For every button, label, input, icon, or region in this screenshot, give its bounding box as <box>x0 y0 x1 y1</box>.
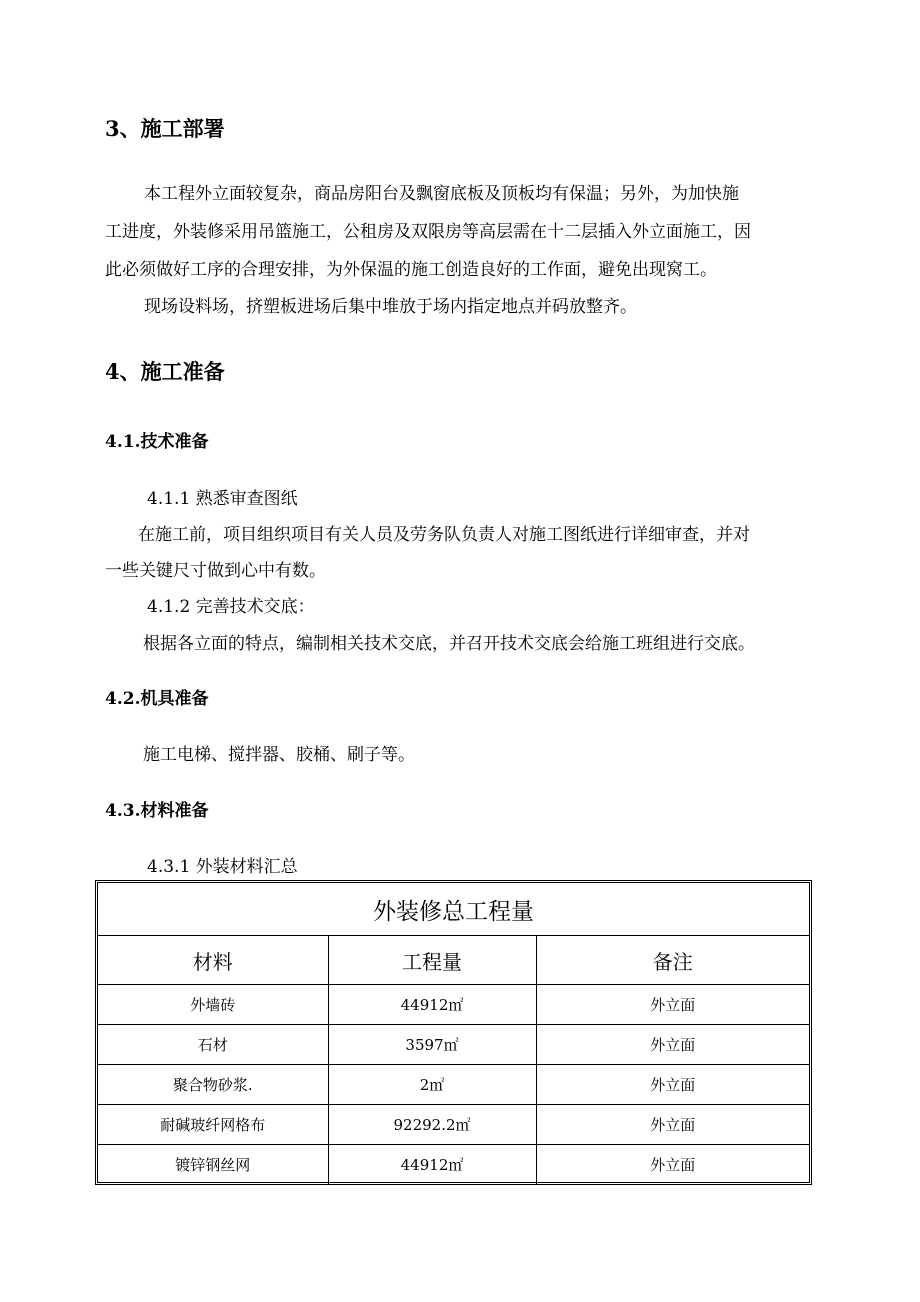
table-row <box>98 1065 809 1105</box>
table-cell-material: 聚合物砂浆. <box>98 1065 328 1105</box>
section-4-1-1-title: 4.1.1 熟悉审查图纸 <box>147 489 298 509</box>
section-4-2-heading: 4.2.机具准备 <box>105 689 209 709</box>
section-3-paragraph-line: 工进度，外装修采用吊篮施工，公租房及双限房等高层需在十二层插入外立面施工，因 <box>105 222 751 242</box>
table-cell-remark: 外立面 <box>536 1025 809 1065</box>
table-cell-quantity: 44912㎡ <box>328 1145 536 1185</box>
materials-table <box>95 880 812 1185</box>
table-cell-remark: 外立面 <box>536 985 809 1025</box>
section-4-1-2-title: 4.1.2 完善技术交底： <box>147 597 315 617</box>
table-row <box>98 1025 809 1065</box>
section-4-1-heading: 4.1.技术准备 <box>105 432 209 452</box>
table-row <box>98 985 809 1025</box>
table-cell-remark: 外立面 <box>536 1065 809 1105</box>
table-cell-remark: 外立面 <box>536 1105 809 1145</box>
table-cell-quantity: 44912㎡ <box>328 985 536 1025</box>
table-header-quantity: 工程量 <box>328 936 536 985</box>
section-3-heading: 3、施工部署 <box>105 116 225 141</box>
section-3-paragraph-line: 本工程外立面较复杂，商品房阳台及飘窗底板及顶板均有保温；另外，为加快施 <box>144 184 739 204</box>
table-cell-material: 外墙砖 <box>98 985 328 1025</box>
table-title: 外装修总工程量 <box>98 883 809 936</box>
section-4-1-2-text: 根据各立面的特点，编制相关技术交底，并召开技术交底会给施工班组进行交底。 <box>143 634 755 654</box>
section-4-1-1-text-line: 在施工前，项目组织项目有关人员及劳务队负责人对施工图纸进行详细审查，并对 <box>138 525 750 545</box>
table-row <box>98 1105 809 1145</box>
table-cell-quantity: 92292.2㎡ <box>328 1105 536 1145</box>
section-4-2-text: 施工电梯、搅拌器、胶桶、刷子等。 <box>143 745 415 765</box>
section-4-heading: 4、施工准备 <box>105 359 225 384</box>
table-row <box>98 1145 809 1185</box>
section-4-3-heading: 4.3.材料准备 <box>105 801 209 821</box>
table-header-material: 材料 <box>98 936 328 985</box>
table-cell-quantity: 3597㎡ <box>328 1025 536 1065</box>
table-cell-remark: 外立面 <box>536 1145 809 1185</box>
table-cell-material: 耐碱玻纤网格布 <box>98 1105 328 1145</box>
table-cell-material: 镀锌钢丝网 <box>98 1145 328 1185</box>
section-4-1-1-text-line: 一些关键尺寸做到心中有数。 <box>105 561 326 581</box>
section-3-paragraph-line: 此必须做好工序的合理安排，为外保温的施工创造良好的工作面，避免出现窝工。 <box>105 260 717 280</box>
table-cell-quantity: 2㎡ <box>328 1065 536 1105</box>
section-4-3-1-title: 4.3.1 外装材料汇总 <box>147 857 298 877</box>
section-3-paragraph-2: 现场设料场，挤塑板进场后集中堆放于场内指定地点并码放整齐。 <box>144 297 637 317</box>
table-cell-material: 石材 <box>98 1025 328 1065</box>
table-header-remark: 备注 <box>536 936 809 985</box>
